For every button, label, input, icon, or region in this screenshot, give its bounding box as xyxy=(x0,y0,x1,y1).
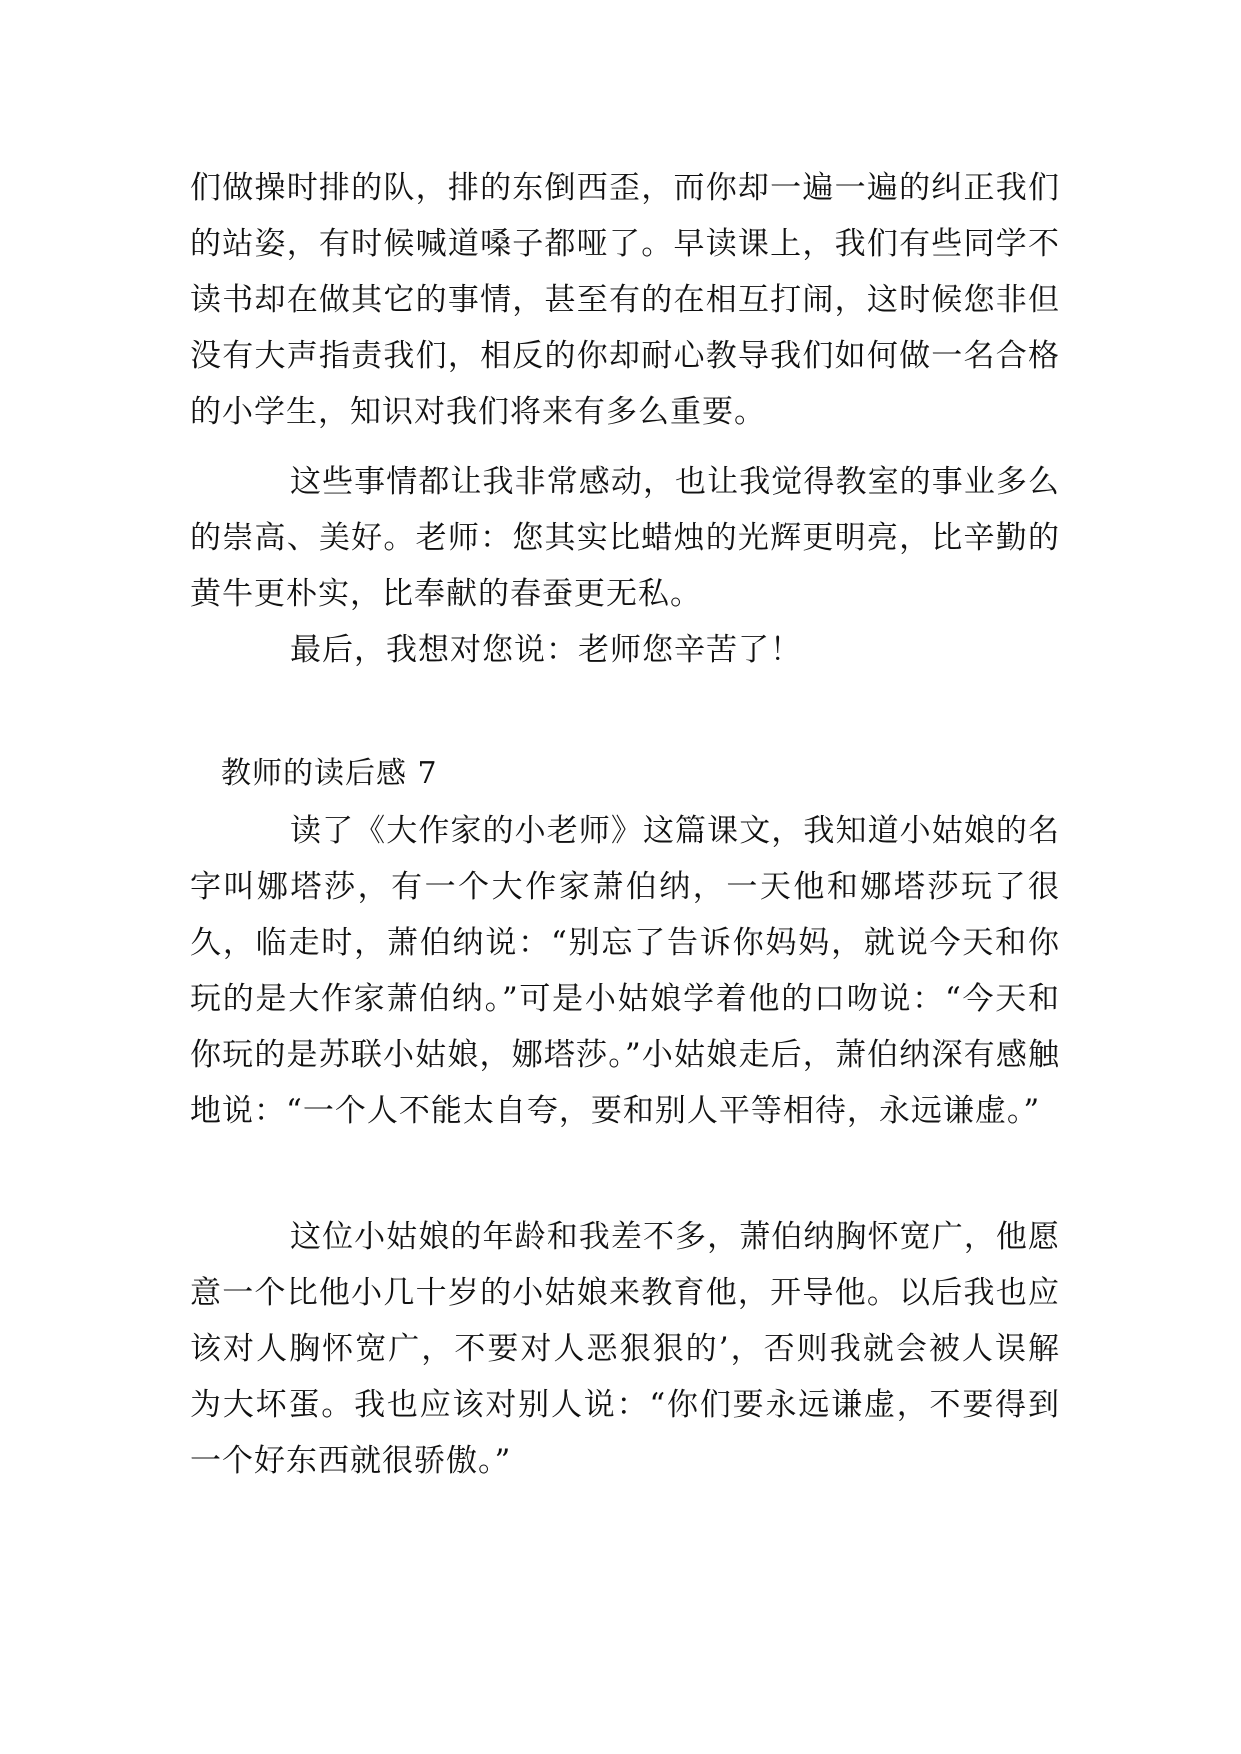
body-paragraph-4: 读了《大作家的小老师》这篇课文，我知道小姑娘的名字叫娜塔莎，有一个大作家萧伯纳，一天他和娜塔莎玩了很久，临走时，萧伯纳说：“别忘了告诉你妈妈，就说今天和你玩的是大作家萧伯纳。”可是小姑娘学着他的口吻说：“今天和你玩的是苏联小姑娘，娜塔莎。”小姑娘走后，萧伯纳深有感触地说：“一个人不能太自夸，要和别人平等相待，永远谦虚。” xyxy=(190,813,1060,1129)
body-paragraph-3: 最后，我想对您说：老师您辛苦了！ xyxy=(290,632,802,668)
body-paragraph-5: 这位小姑娘的年龄和我差不多，萧伯纳胸怀宽广，他愿意一个比他小几十岁的小姑娘来教育他，开导他。以后我也应该对人胸怀宽广，不要对人恶狠狠的’，否则我就会被人误解为大坏蛋。我也应该对别人说：“你们要永远谦虚，不要得到一个好东西就很骄傲。” xyxy=(190,1219,1060,1479)
body-paragraph-5-container xyxy=(190,1209,1060,1489)
body-paragraph-2-container xyxy=(190,454,1060,622)
body-paragraph-4-container xyxy=(190,803,1060,1139)
body-paragraph-1-container xyxy=(190,160,1060,440)
body-paragraph-1: 们做操时排的队，排的东倒西歪，而你却一遍一遍的纠正我们的站姿，有时候喊道嗓子都哑了。早读课上，我们有些同学不读书却在做其它的事情，甚至有的在相互打闹，这时候您非但没有大声指责我们，相反的你却耐心教导我们如何做一名合格的小学生，知识对我们将来有多么重要。 xyxy=(190,170,1060,430)
section-heading: 教师的读后感 7 xyxy=(221,756,438,791)
body-paragraph-2: 这些事情都让我非常感动，也让我觉得教室的事业多么的崇高、美好。老师：您其实比蜡烛的光辉更明亮，比辛勤的黄牛更朴实，比奉献的春蚕更无私。 xyxy=(190,464,1060,612)
body-paragraph-3-container xyxy=(190,622,1060,678)
